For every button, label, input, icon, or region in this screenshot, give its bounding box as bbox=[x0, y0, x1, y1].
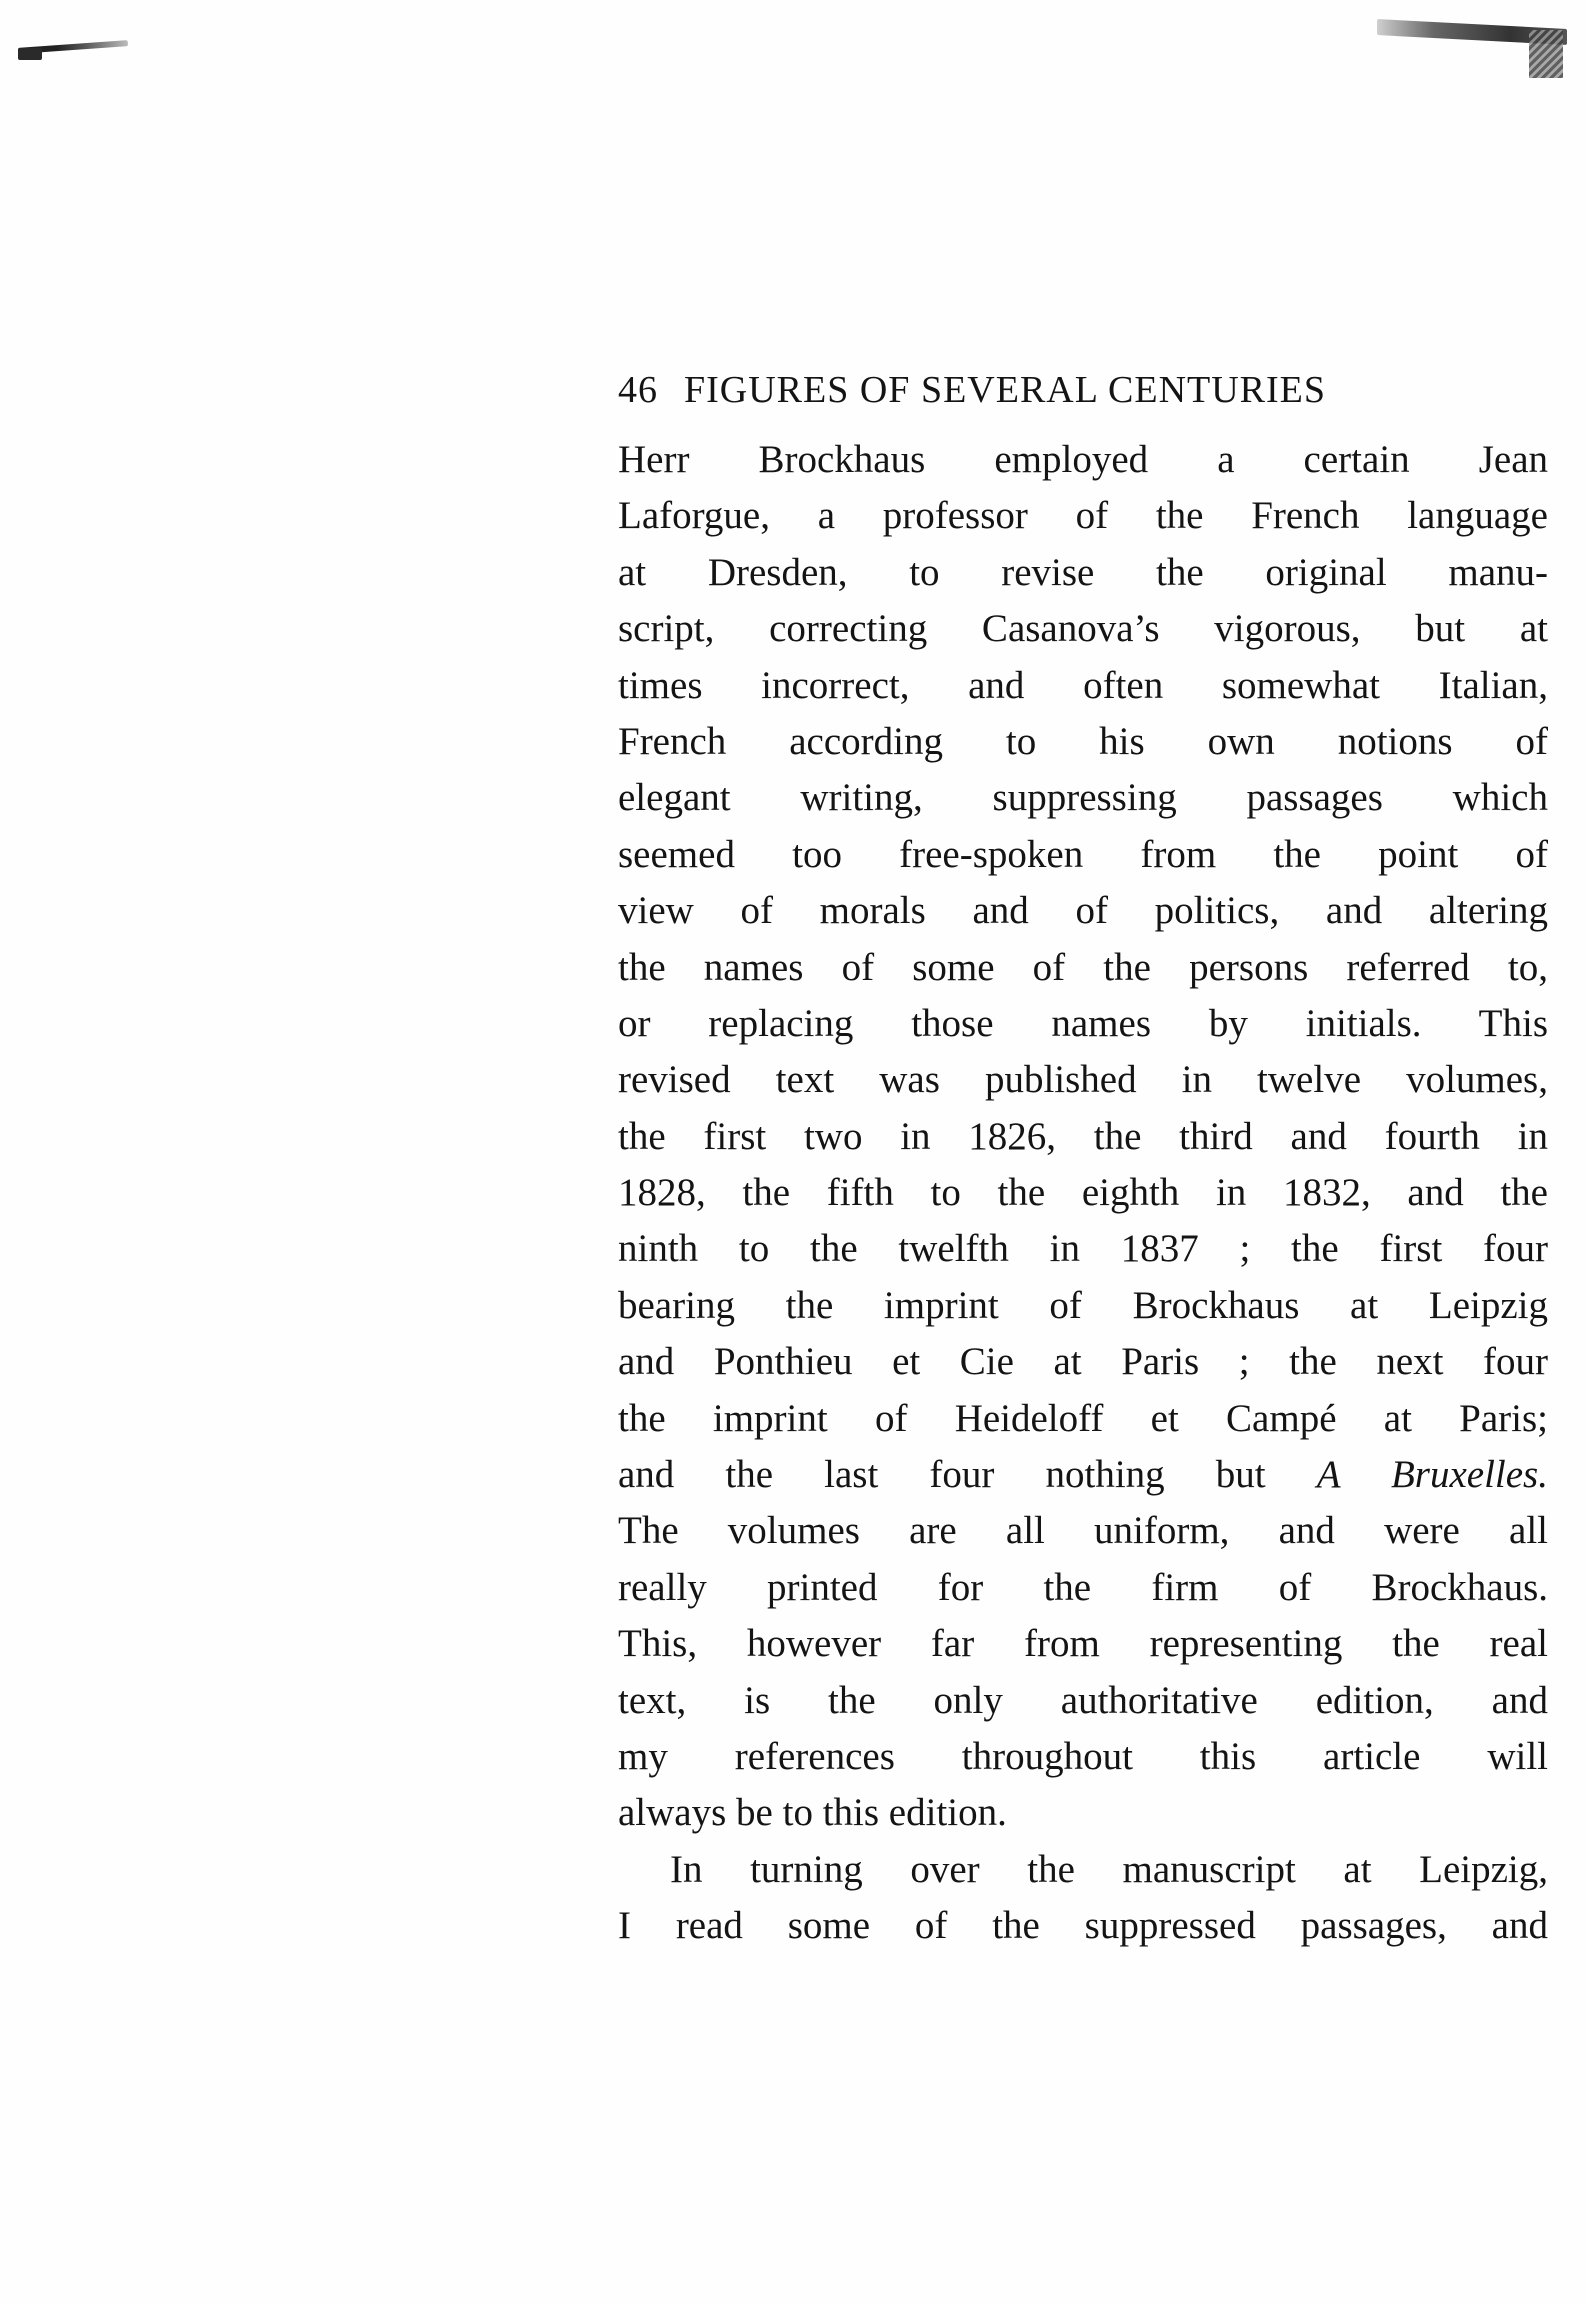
text-line: I read some of the suppressed passages, and bbox=[618, 1904, 1548, 1948]
text-line: In turning over the manuscript at Leipzig, bbox=[670, 1847, 1548, 1891]
text-line: the names of some of the persons referred to, bbox=[618, 945, 1548, 989]
text-line: times incorrect, and often somewhat Italian, bbox=[618, 663, 1548, 707]
italic-imprint: A Bruxelles. bbox=[1316, 1453, 1548, 1497]
paragraph-1 bbox=[618, 432, 1548, 1842]
text-block bbox=[618, 360, 1548, 1955]
text-line: my references throughout this article will bbox=[618, 1734, 1548, 1778]
paragraph-2 bbox=[618, 1842, 1548, 1955]
text-line: The volumes are all uniform, and were all bbox=[618, 1509, 1548, 1553]
page-number: 46 bbox=[618, 369, 658, 411]
text-line: and Ponthieu et Cie at Paris ; the next four bbox=[618, 1340, 1548, 1384]
running-title: FIGURES OF SEVERAL CENTURIES bbox=[684, 369, 1327, 411]
text-line: the first two in 1826, the third and fourth in bbox=[618, 1114, 1548, 1158]
text-line: elegant writing, suppressing passages which bbox=[618, 776, 1548, 820]
scan-edge-mark-right-corner bbox=[1529, 30, 1563, 78]
text-line: Laforgue, a professor of the French language bbox=[618, 494, 1548, 538]
text-line: seemed too free-spoken from the point of bbox=[618, 832, 1548, 876]
text-line: at Dresden, to revise the original manu- bbox=[618, 550, 1548, 594]
text-line: This, however far from representing the real bbox=[618, 1622, 1548, 1666]
text-line: really printed for the firm of Brockhaus. bbox=[618, 1565, 1548, 1609]
text-line: French according to his own notions of bbox=[618, 719, 1548, 763]
text-line: view of morals and of politics, and altering bbox=[618, 889, 1548, 933]
scan-edge-mark-left-tail bbox=[18, 48, 42, 60]
text-line: always be to this edition. bbox=[618, 1791, 1007, 1835]
text-line: script, correcting Casanova’s vigorous, but at bbox=[618, 607, 1548, 651]
text-line: ninth to the twelfth in 1837 ; the first four bbox=[618, 1227, 1548, 1271]
text-line: revised text was published in twelve volumes, bbox=[618, 1058, 1548, 1102]
text-line: text, is the only authoritative edition, and bbox=[618, 1678, 1548, 1722]
text-line: Herr Brockhaus employed a certain Jean bbox=[618, 438, 1548, 481]
text-line bbox=[618, 1447, 1548, 1503]
text-line: the imprint of Heideloff et Campé at Paris; bbox=[618, 1396, 1548, 1440]
running-head bbox=[618, 360, 1548, 432]
text-line: or replacing those names by initials. This bbox=[618, 1001, 1548, 1045]
text-line-prefix: and the last four nothing but bbox=[618, 1453, 1266, 1497]
text-line: bearing the imprint of Brockhaus at Leipzig bbox=[618, 1283, 1548, 1327]
text-line: 1828, the fifth to the eighth in 1832, and the bbox=[618, 1171, 1548, 1215]
